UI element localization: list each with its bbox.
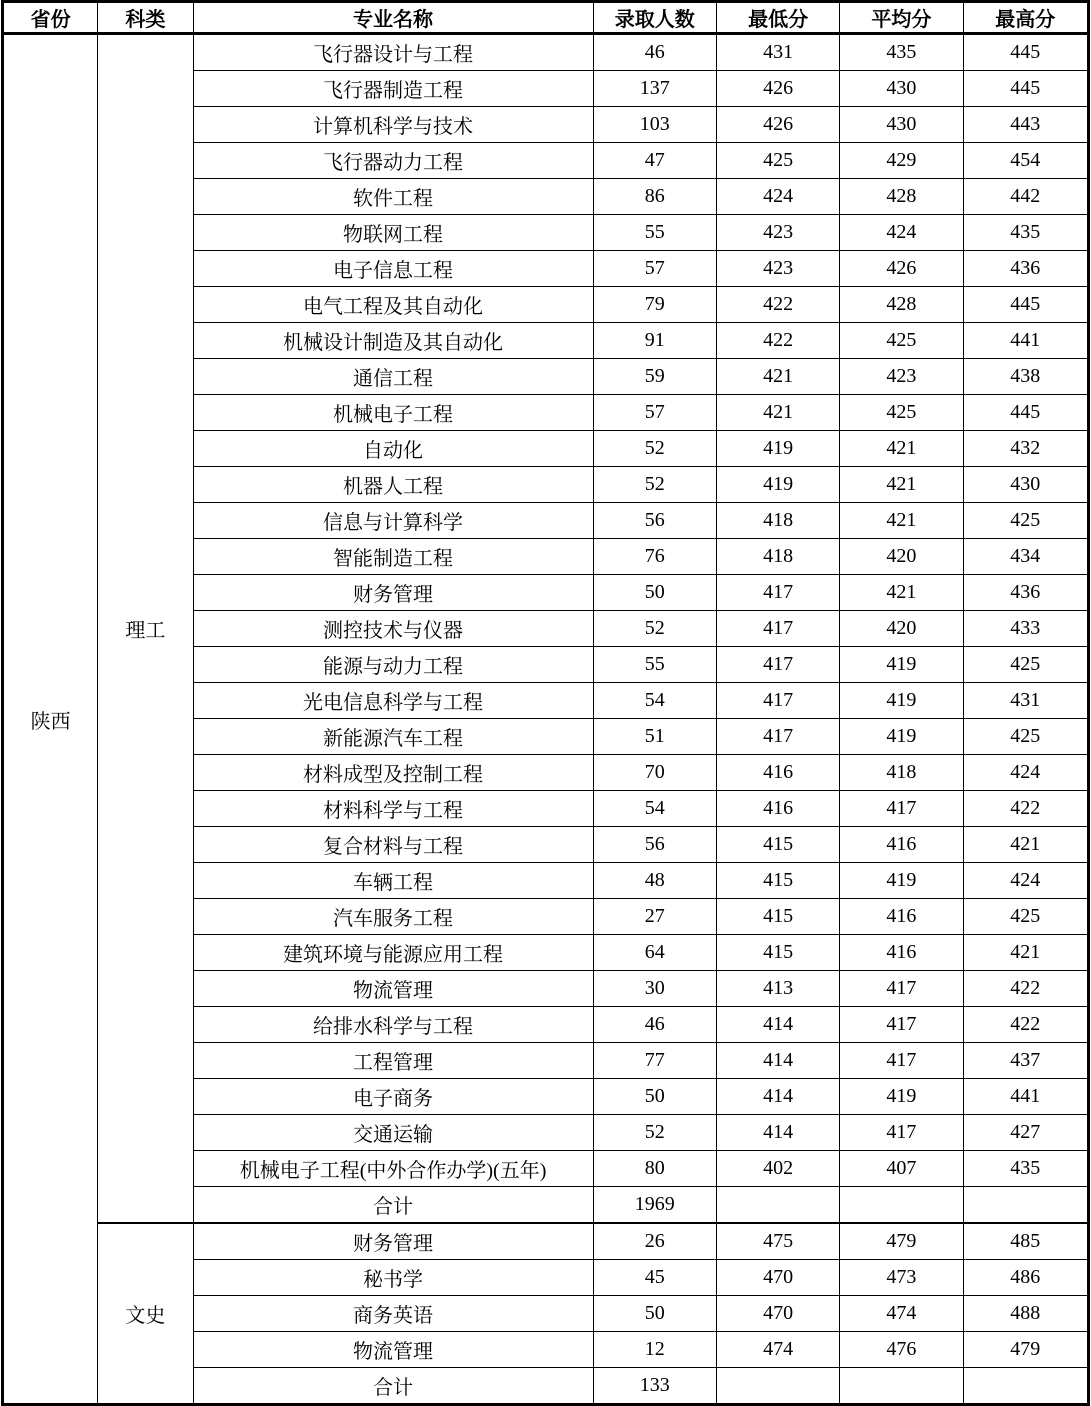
- max-score-cell: 445: [963, 71, 1088, 107]
- max-score-cell: 438: [963, 359, 1088, 395]
- avg-score-cell: 435: [840, 34, 963, 71]
- avg-score-cell: 417: [840, 971, 963, 1007]
- min-score-cell: 414: [716, 1079, 839, 1115]
- count-cell: 55: [593, 647, 716, 683]
- major-cell: 商务英语: [193, 1296, 593, 1332]
- count-cell: 77: [593, 1043, 716, 1079]
- min-score-cell: 417: [716, 683, 839, 719]
- min-score-cell: 418: [716, 539, 839, 575]
- major-cell: 电子信息工程: [193, 251, 593, 287]
- max-score-cell: 425: [963, 647, 1088, 683]
- min-score-cell: 470: [716, 1260, 839, 1296]
- max-score-cell: 422: [963, 1007, 1088, 1043]
- header-row: [3, 2, 1089, 34]
- max-score-cell: 454: [963, 143, 1088, 179]
- min-score-cell: 416: [716, 791, 839, 827]
- min-score-cell: 417: [716, 575, 839, 611]
- count-cell: 64: [593, 935, 716, 971]
- max-score-cell: 441: [963, 323, 1088, 359]
- count-cell: 27: [593, 899, 716, 935]
- major-cell: 物流管理: [193, 1332, 593, 1368]
- count-cell: 137: [593, 71, 716, 107]
- max-score-cell: 425: [963, 899, 1088, 935]
- max-score-cell: 436: [963, 575, 1088, 611]
- avg-score-cell: 420: [840, 611, 963, 647]
- max-score-cell: 437: [963, 1043, 1088, 1079]
- count-cell: 76: [593, 539, 716, 575]
- avg-score-cell: 479: [840, 1223, 963, 1260]
- min-score-cell: 475: [716, 1223, 839, 1260]
- count-cell: 26: [593, 1223, 716, 1260]
- avg-score-cell: 418: [840, 755, 963, 791]
- avg-score-cell: 421: [840, 467, 963, 503]
- count-cell: 50: [593, 1079, 716, 1115]
- avg-score-cell: 426: [840, 251, 963, 287]
- avg-score-cell: 425: [840, 323, 963, 359]
- max-score-cell: 421: [963, 827, 1088, 863]
- max-score-cell: 435: [963, 1151, 1088, 1187]
- count-cell: 1969: [593, 1187, 716, 1224]
- max-score-cell: 485: [963, 1223, 1088, 1260]
- count-cell: 46: [593, 34, 716, 71]
- count-cell: 50: [593, 1296, 716, 1332]
- major-cell: 新能源汽车工程: [193, 719, 593, 755]
- min-score-cell: 419: [716, 431, 839, 467]
- min-score-cell: 424: [716, 179, 839, 215]
- col-header-major: 专业名称: [193, 2, 593, 34]
- max-score-cell: 434: [963, 539, 1088, 575]
- avg-score-cell: 476: [840, 1332, 963, 1368]
- count-cell: 52: [593, 467, 716, 503]
- category-cell: 文史: [98, 1223, 193, 1405]
- major-cell: 飞行器设计与工程: [193, 34, 593, 71]
- min-score-cell: 423: [716, 215, 839, 251]
- min-score-cell: 426: [716, 107, 839, 143]
- max-score-cell: 445: [963, 34, 1088, 71]
- major-cell: 物流管理: [193, 971, 593, 1007]
- count-cell: 48: [593, 863, 716, 899]
- max-score-cell: 432: [963, 431, 1088, 467]
- min-score-cell: 470: [716, 1296, 839, 1332]
- max-score-cell: 430: [963, 467, 1088, 503]
- avg-score-cell: [840, 1187, 963, 1224]
- major-cell: 机械电子工程(中外合作办学)(五年): [193, 1151, 593, 1187]
- avg-score-cell: [840, 1368, 963, 1405]
- avg-score-cell: 421: [840, 431, 963, 467]
- table-row: [3, 34, 1089, 71]
- max-score-cell: 424: [963, 755, 1088, 791]
- count-cell: 80: [593, 1151, 716, 1187]
- col-header-avg-score: 平均分: [840, 2, 963, 34]
- count-cell: 47: [593, 143, 716, 179]
- major-cell: 车辆工程: [193, 863, 593, 899]
- count-cell: 59: [593, 359, 716, 395]
- avg-score-cell: 429: [840, 143, 963, 179]
- count-cell: 133: [593, 1368, 716, 1405]
- min-score-cell: 421: [716, 395, 839, 431]
- avg-score-cell: 419: [840, 719, 963, 755]
- major-cell: 电子商务: [193, 1079, 593, 1115]
- count-cell: 56: [593, 503, 716, 539]
- min-score-cell: 413: [716, 971, 839, 1007]
- avg-score-cell: 417: [840, 1115, 963, 1151]
- avg-score-cell: 425: [840, 395, 963, 431]
- major-cell: 合计: [193, 1187, 593, 1224]
- major-cell: 财务管理: [193, 575, 593, 611]
- table-body: [3, 34, 1089, 1405]
- major-cell: 给排水科学与工程: [193, 1007, 593, 1043]
- col-header-admit-count: 录取人数: [593, 2, 716, 34]
- count-cell: 54: [593, 791, 716, 827]
- major-cell: 汽车服务工程: [193, 899, 593, 935]
- min-score-cell: 414: [716, 1115, 839, 1151]
- max-score-cell: 435: [963, 215, 1088, 251]
- province-cell: 陕西: [3, 34, 98, 1405]
- count-cell: 50: [593, 575, 716, 611]
- max-score-cell: 445: [963, 287, 1088, 323]
- avg-score-cell: 419: [840, 683, 963, 719]
- min-score-cell: 415: [716, 827, 839, 863]
- min-score-cell: 422: [716, 323, 839, 359]
- avg-score-cell: 430: [840, 71, 963, 107]
- major-cell: 智能制造工程: [193, 539, 593, 575]
- major-cell: 交通运输: [193, 1115, 593, 1151]
- count-cell: 12: [593, 1332, 716, 1368]
- max-score-cell: 422: [963, 791, 1088, 827]
- major-cell: 能源与动力工程: [193, 647, 593, 683]
- min-score-cell: [716, 1187, 839, 1224]
- major-cell: 秘书学: [193, 1260, 593, 1296]
- max-score-cell: 421: [963, 935, 1088, 971]
- table-header: [3, 2, 1089, 34]
- major-cell: 建筑环境与能源应用工程: [193, 935, 593, 971]
- count-cell: 57: [593, 251, 716, 287]
- avg-score-cell: 416: [840, 935, 963, 971]
- count-cell: 57: [593, 395, 716, 431]
- major-cell: 测控技术与仪器: [193, 611, 593, 647]
- max-score-cell: 442: [963, 179, 1088, 215]
- count-cell: 52: [593, 611, 716, 647]
- admission-score-table: [1, 0, 1090, 1406]
- major-cell: 机器人工程: [193, 467, 593, 503]
- major-cell: 飞行器制造工程: [193, 71, 593, 107]
- max-score-cell: 431: [963, 683, 1088, 719]
- max-score-cell: 424: [963, 863, 1088, 899]
- count-cell: 52: [593, 1115, 716, 1151]
- count-cell: 56: [593, 827, 716, 863]
- major-cell: 光电信息科学与工程: [193, 683, 593, 719]
- count-cell: 46: [593, 1007, 716, 1043]
- min-score-cell: 422: [716, 287, 839, 323]
- min-score-cell: 418: [716, 503, 839, 539]
- count-cell: 79: [593, 287, 716, 323]
- major-cell: 材料科学与工程: [193, 791, 593, 827]
- max-score-cell: 441: [963, 1079, 1088, 1115]
- table-row: [3, 1223, 1089, 1260]
- count-cell: 54: [593, 683, 716, 719]
- avg-score-cell: 430: [840, 107, 963, 143]
- col-header-category: 科类: [98, 2, 193, 34]
- avg-score-cell: 417: [840, 1007, 963, 1043]
- max-score-cell: 436: [963, 251, 1088, 287]
- min-score-cell: 431: [716, 34, 839, 71]
- avg-score-cell: 421: [840, 575, 963, 611]
- count-cell: 91: [593, 323, 716, 359]
- category-cell: 理工: [98, 34, 193, 1224]
- min-score-cell: 423: [716, 251, 839, 287]
- avg-score-cell: 474: [840, 1296, 963, 1332]
- count-cell: 51: [593, 719, 716, 755]
- avg-score-cell: 416: [840, 827, 963, 863]
- major-cell: 合计: [193, 1368, 593, 1405]
- max-score-cell: [963, 1368, 1088, 1405]
- major-cell: 工程管理: [193, 1043, 593, 1079]
- min-score-cell: 417: [716, 647, 839, 683]
- col-header-province: 省份: [3, 2, 98, 34]
- major-cell: 财务管理: [193, 1223, 593, 1260]
- count-cell: 70: [593, 755, 716, 791]
- max-score-cell: [963, 1187, 1088, 1224]
- major-cell: 复合材料与工程: [193, 827, 593, 863]
- min-score-cell: [716, 1368, 839, 1405]
- max-score-cell: 443: [963, 107, 1088, 143]
- avg-score-cell: 420: [840, 539, 963, 575]
- max-score-cell: 479: [963, 1332, 1088, 1368]
- col-header-max-score: 最高分: [963, 2, 1088, 34]
- avg-score-cell: 417: [840, 791, 963, 827]
- avg-score-cell: 407: [840, 1151, 963, 1187]
- max-score-cell: 433: [963, 611, 1088, 647]
- major-cell: 软件工程: [193, 179, 593, 215]
- max-score-cell: 425: [963, 719, 1088, 755]
- major-cell: 物联网工程: [193, 215, 593, 251]
- avg-score-cell: 421: [840, 503, 963, 539]
- max-score-cell: 422: [963, 971, 1088, 1007]
- min-score-cell: 415: [716, 863, 839, 899]
- col-header-min-score: 最低分: [716, 2, 839, 34]
- major-cell: 通信工程: [193, 359, 593, 395]
- major-cell: 计算机科学与技术: [193, 107, 593, 143]
- major-cell: 机械设计制造及其自动化: [193, 323, 593, 359]
- min-score-cell: 426: [716, 71, 839, 107]
- avg-score-cell: 417: [840, 1043, 963, 1079]
- min-score-cell: 415: [716, 935, 839, 971]
- count-cell: 103: [593, 107, 716, 143]
- avg-score-cell: 416: [840, 899, 963, 935]
- min-score-cell: 414: [716, 1007, 839, 1043]
- major-cell: 自动化: [193, 431, 593, 467]
- min-score-cell: 421: [716, 359, 839, 395]
- min-score-cell: 425: [716, 143, 839, 179]
- max-score-cell: 445: [963, 395, 1088, 431]
- avg-score-cell: 473: [840, 1260, 963, 1296]
- count-cell: 45: [593, 1260, 716, 1296]
- max-score-cell: 488: [963, 1296, 1088, 1332]
- min-score-cell: 402: [716, 1151, 839, 1187]
- avg-score-cell: 428: [840, 179, 963, 215]
- avg-score-cell: 419: [840, 647, 963, 683]
- avg-score-cell: 428: [840, 287, 963, 323]
- min-score-cell: 415: [716, 899, 839, 935]
- count-cell: 52: [593, 431, 716, 467]
- max-score-cell: 425: [963, 503, 1088, 539]
- major-cell: 电气工程及其自动化: [193, 287, 593, 323]
- min-score-cell: 419: [716, 467, 839, 503]
- major-cell: 信息与计算科学: [193, 503, 593, 539]
- count-cell: 55: [593, 215, 716, 251]
- min-score-cell: 416: [716, 755, 839, 791]
- max-score-cell: 486: [963, 1260, 1088, 1296]
- avg-score-cell: 423: [840, 359, 963, 395]
- major-cell: 机械电子工程: [193, 395, 593, 431]
- major-cell: 材料成型及控制工程: [193, 755, 593, 791]
- min-score-cell: 417: [716, 719, 839, 755]
- min-score-cell: 474: [716, 1332, 839, 1368]
- avg-score-cell: 419: [840, 863, 963, 899]
- avg-score-cell: 424: [840, 215, 963, 251]
- min-score-cell: 417: [716, 611, 839, 647]
- max-score-cell: 427: [963, 1115, 1088, 1151]
- count-cell: 86: [593, 179, 716, 215]
- count-cell: 30: [593, 971, 716, 1007]
- avg-score-cell: 419: [840, 1079, 963, 1115]
- min-score-cell: 414: [716, 1043, 839, 1079]
- major-cell: 飞行器动力工程: [193, 143, 593, 179]
